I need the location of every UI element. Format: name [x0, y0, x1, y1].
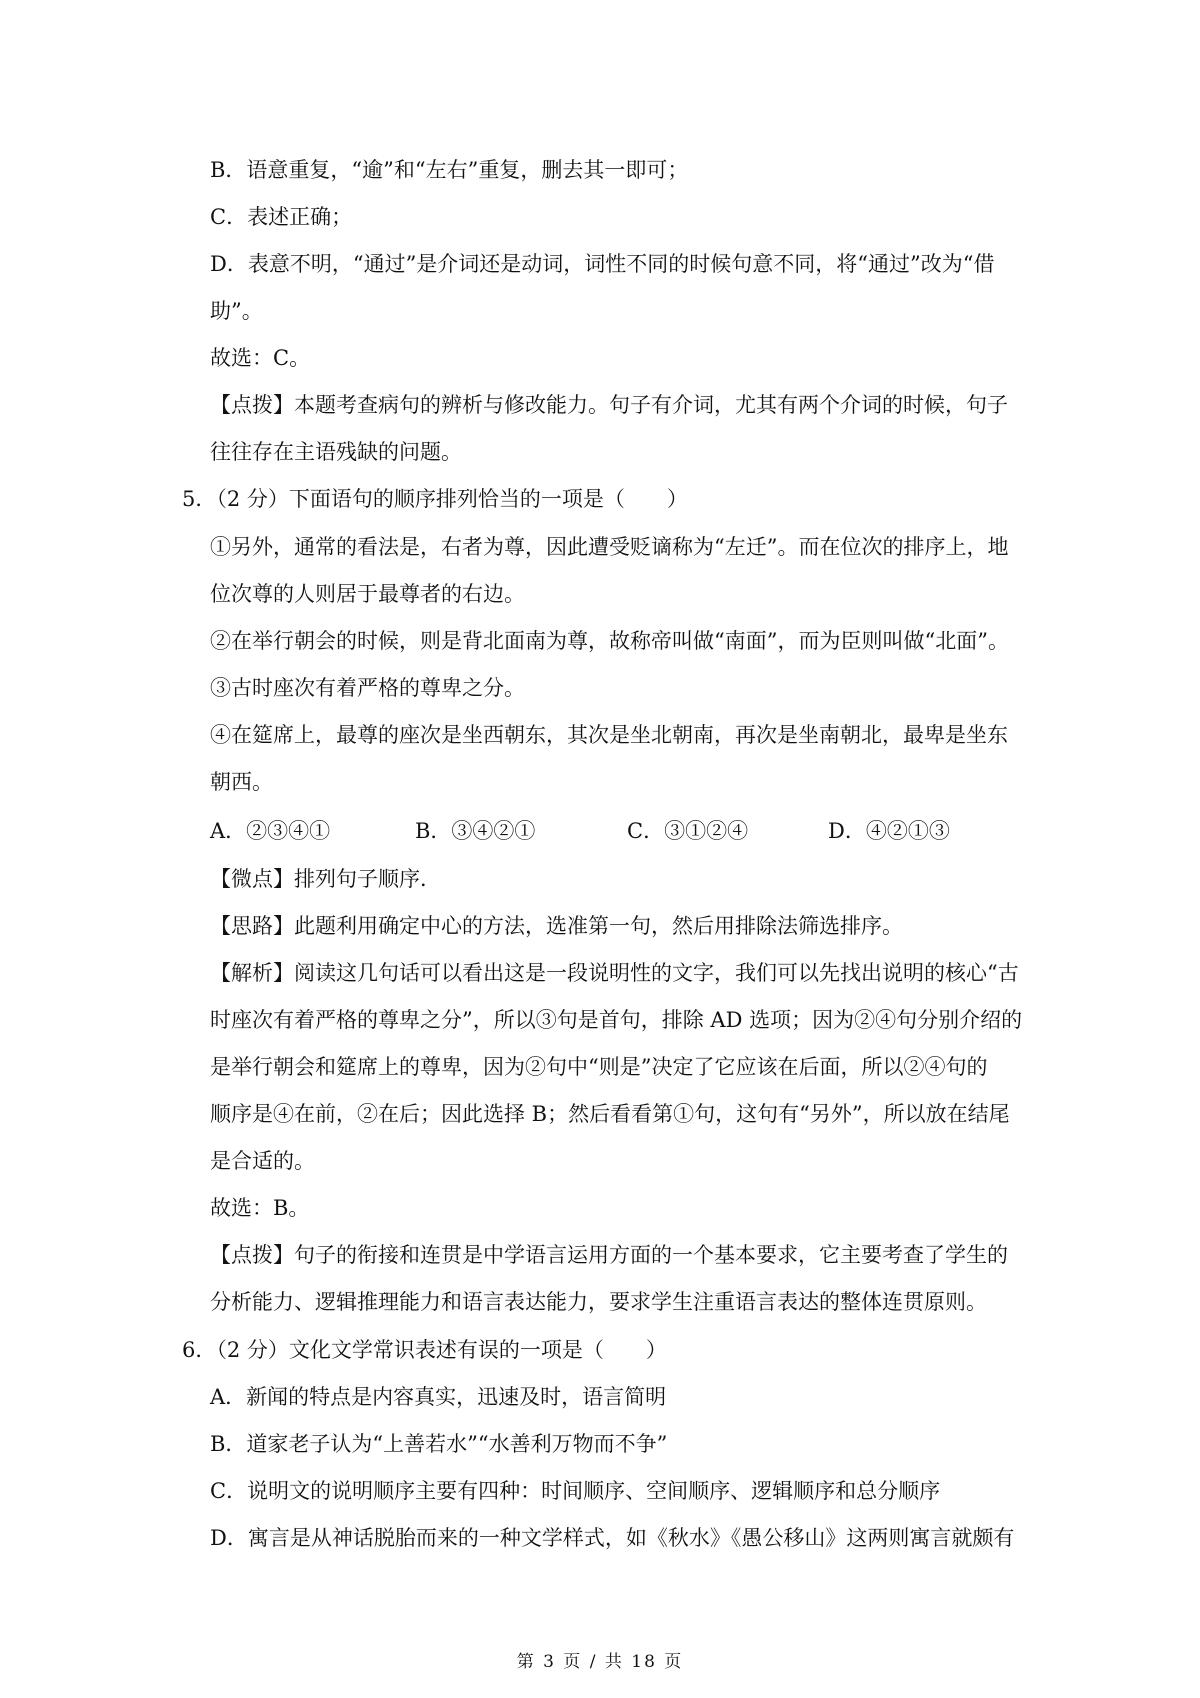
q5-sentence4-line1: ④在筵席上，最尊的座次是坐西朝东，其次是坐北朝南，再次是坐南朝北，最卑是坐东	[210, 723, 1008, 747]
q5-option-d: D．④②①③	[828, 819, 950, 843]
q5-sentence4-line2: 朝西。	[210, 770, 273, 794]
q5-sentence2: ②在举行朝会的时候，则是背北面南为尊，故称帝叫做“南面”，而为臣则叫做“北面”。	[210, 629, 1009, 653]
q5-sentence1-line1: ①另外，通常的看法是，右者为尊，因此遭受贬谪称为“左迁”。而在位次的排序上，地	[210, 535, 1009, 559]
prev-tip-line2: 往往存在主语残缺的问题。	[210, 440, 462, 464]
q6-option-a: A．新闻的特点是内容真实，迅速及时，语言简明	[210, 1385, 667, 1409]
q5-thinking: 【思路】此题利用确定中心的方法，选准第一句，然后用排除法筛选排序。	[210, 914, 903, 938]
prev-option-c: C．表述正确；	[210, 205, 353, 229]
q6-option-c: C．说明文的说明顺序主要有四种：时间顺序、空间顺序、逻辑顺序和总分顺序	[210, 1479, 941, 1503]
prev-option-d-line1: D．表意不明，“通过”是介词还是动词，词性不同的时候句意不同，将“通过”改为“借	[210, 252, 995, 276]
q5-sentence1-line2: 位次尊的人则居于最尊者的右边。	[210, 582, 525, 606]
q5-option-b: B．③④②①	[415, 819, 536, 843]
q5-analysis-line5: 是合适的。	[210, 1149, 315, 1173]
prev-option-b: B．语意重复，“逾”和“左右”重复，删去其一即可；	[210, 158, 689, 182]
q5-analysis-line3: 是举行朝会和筵席上的尊卑，因为②句中“则是”决定了它应该在后面，所以②④句的	[210, 1055, 988, 1079]
q5-analysis-line1: 【解析】阅读这几句话可以看出这是一段说明性的文字，我们可以先找出说明的核心“古	[210, 961, 1019, 985]
question6-stem: 6．（2 分）文化文学常识表述有误的一项是（ ）	[182, 1338, 667, 1362]
q6-option-b: B．道家老子认为“上善若水”“水善利万物而不争”	[210, 1432, 668, 1456]
q5-tip-line2: 分析能力、逻辑推理能力和语言表达能力，要求学生注重语言表达的整体连贯原则。	[210, 1290, 987, 1314]
q5-answer: 故选：B。	[210, 1196, 310, 1220]
q5-option-a: A．②③④①	[210, 819, 331, 843]
q6-option-d: D．寓言是从神话脱胎而来的一种文学样式，如《秋水》《愚公移山》这两则寓言就颇有	[210, 1526, 1015, 1550]
prev-answer: 故选：C。	[210, 346, 311, 370]
page-footer: 第 3 页 / 共 18 页	[516, 1652, 684, 1672]
q5-analysis-line4: 顺序是④在前，②在后；因此选择 B；然后看看第①句，这句有“另外”，所以放在结尾	[210, 1102, 1010, 1126]
q5-analysis-line2: 时座次有着严格的尊卑之分”，所以③句是首句，排除 AD 选项；因为②④句分别介绍的	[210, 1008, 1023, 1032]
question5-stem: 5．（2 分）下面语句的顺序排列恰当的一项是（ ）	[182, 487, 688, 511]
q5-point: 【微点】排列句子顺序．	[210, 867, 441, 891]
prev-option-d-line2: 助”。	[210, 299, 263, 323]
q5-option-c: C．③①②④	[627, 819, 749, 843]
q5-sentence3: ③古时座次有着严格的尊卑之分。	[210, 676, 525, 700]
q5-tip-line1: 【点拨】句子的衔接和连贯是中学语言运用方面的一个基本要求，它主要考查了学生的	[210, 1243, 1008, 1267]
prev-tip-line1: 【点拨】本题考查病句的辨析与修改能力。句子有介词，尤其有两个介词的时候，句子	[210, 393, 1008, 417]
